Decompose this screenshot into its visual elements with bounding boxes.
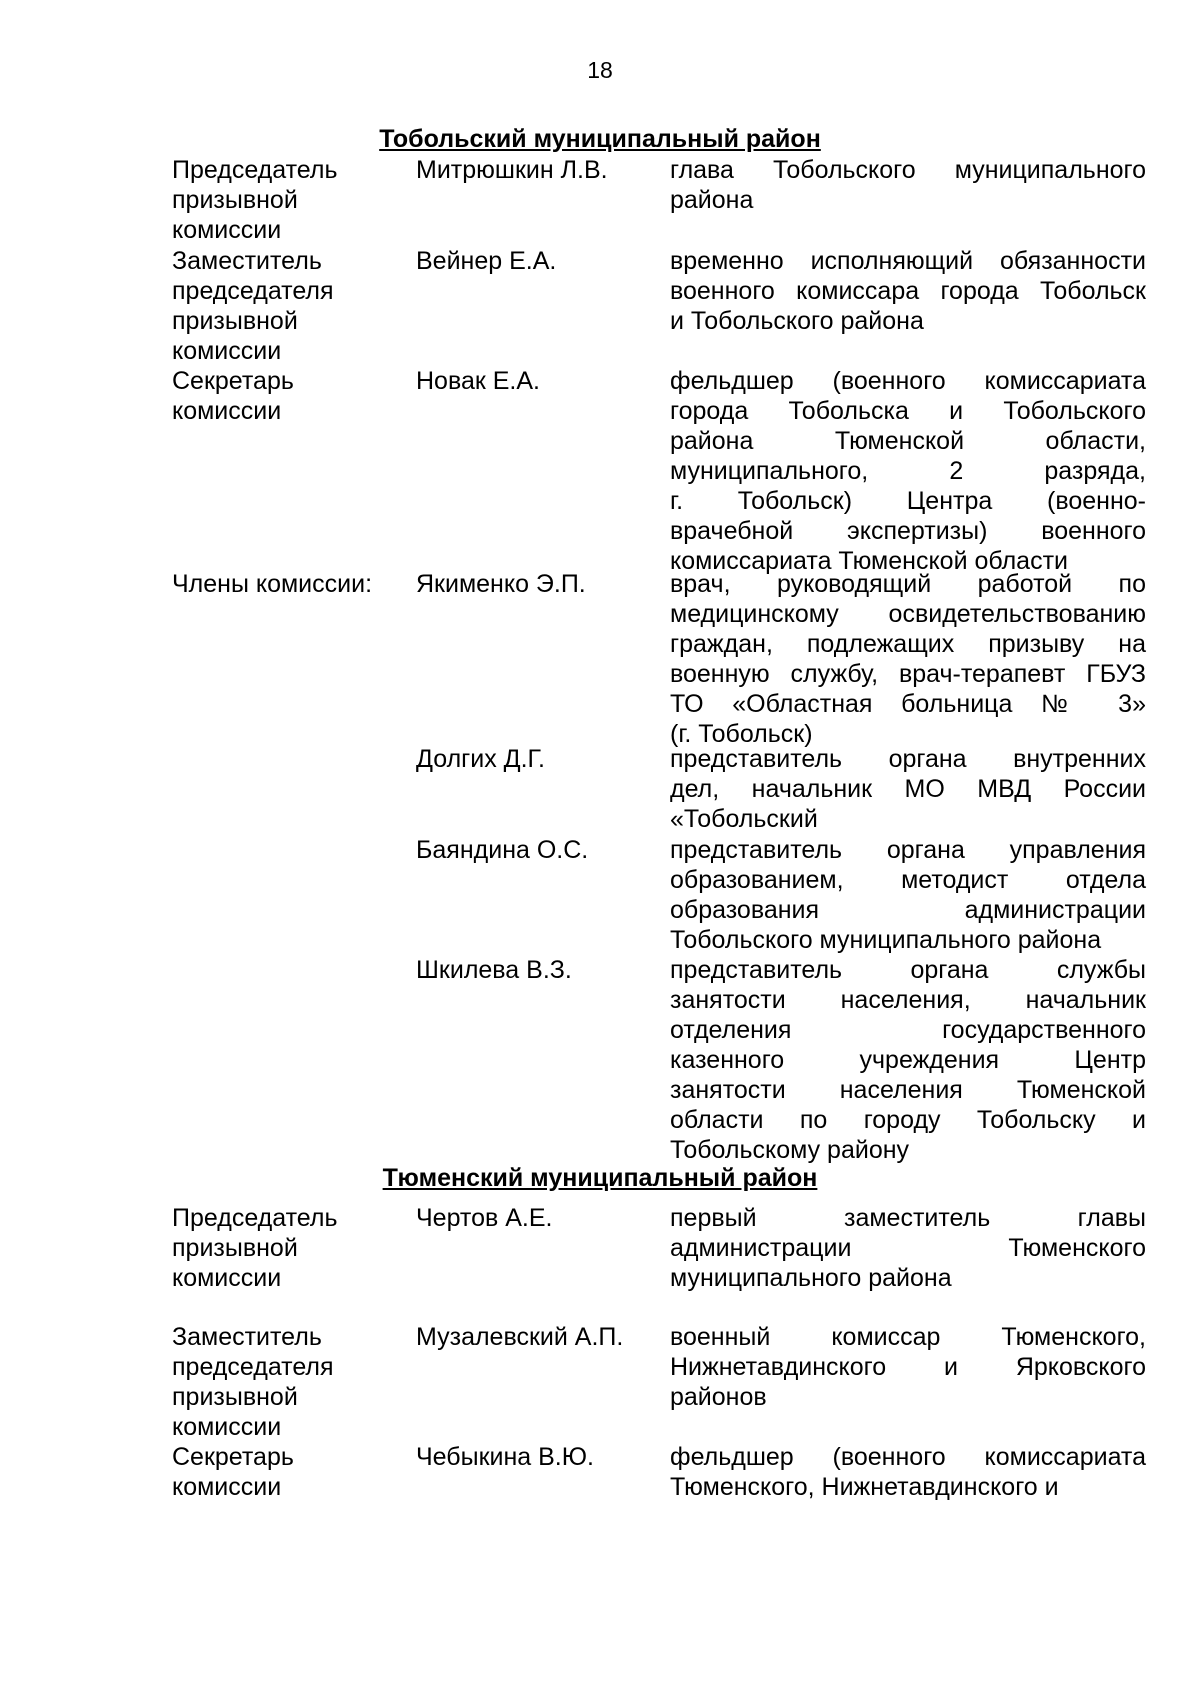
description-line: врач, руководящий работой по	[670, 570, 1146, 598]
description-line: области по городу Тобольску и	[670, 1106, 1146, 1134]
member-description	[670, 246, 1146, 336]
member-description	[670, 569, 1146, 749]
description-line: граждан, подлежащих призыву на	[670, 630, 1146, 658]
member-name: Музалевский А.П.	[416, 1323, 624, 1351]
member-description	[670, 155, 1146, 215]
description-line: занятости населения, начальник	[670, 986, 1146, 1014]
member-role: Секретарь комиссии	[172, 1443, 294, 1501]
description-line: занятости населения Тюменской	[670, 1076, 1146, 1104]
description-line: образованием, методист отдела	[670, 866, 1146, 894]
description-line: представитель органа службы	[670, 956, 1146, 984]
member-name: Долгих Д.Г.	[416, 745, 545, 773]
member-name: Новак Е.А.	[416, 367, 540, 395]
member-role: Заместитель председателя призывной комиссии	[172, 247, 334, 365]
description-line: района	[670, 186, 754, 214]
description-line: военного комиссара города Тобольск	[670, 277, 1146, 305]
description-line: казенного учреждения Центр	[670, 1046, 1146, 1074]
page-number: 18	[587, 57, 613, 83]
description-line: комиссариата Тюменской области	[670, 547, 1068, 575]
section-title-tobolsk: Тобольский муниципальный район	[379, 125, 821, 153]
member-name: Митрюшкин Л.В.	[416, 156, 608, 184]
member-role: Члены комиссии:	[172, 570, 373, 598]
description-line: дел, начальник МО МВД России	[670, 775, 1146, 803]
member-description	[670, 1203, 1146, 1293]
description-line: образования администрации	[670, 896, 1146, 924]
member-name: Якименко Э.П.	[416, 570, 586, 598]
member-name: Шкилева В.З.	[416, 956, 572, 984]
member-role: Секретарь комиссии	[172, 367, 294, 425]
member-name: Чебыкина В.Ю.	[416, 1443, 594, 1471]
description-line: врачебной экспертизы) военного	[670, 517, 1146, 545]
description-line: фельдшер (военного комиссариата	[670, 1443, 1146, 1471]
description-line: Нижнетавдинского и Ярковского	[670, 1353, 1146, 1381]
description-line: представитель органа внутренних	[670, 745, 1146, 773]
description-line: ТО «Областная больница № 3»	[670, 690, 1146, 718]
description-line: администрации Тюменского	[670, 1234, 1146, 1262]
member-name: Чертов А.Е.	[416, 1204, 553, 1232]
member-description	[670, 955, 1146, 1165]
description-line: первый заместитель главы	[670, 1204, 1146, 1232]
member-description	[670, 1322, 1146, 1412]
member-description	[670, 1442, 1146, 1502]
description-line: глава Тобольского муниципального	[670, 156, 1146, 184]
member-role: Председатель призывной комиссии	[172, 156, 338, 244]
description-line: муниципального, 2 разряда,	[670, 457, 1146, 485]
description-line: и Тобольского района	[670, 307, 924, 335]
description-line: муниципального района	[670, 1264, 952, 1292]
description-line: г. Тобольск) Центра (военно-	[670, 487, 1146, 515]
member-description	[670, 744, 1146, 834]
description-line: военную службу, врач-терапевт ГБУЗ	[670, 660, 1146, 688]
description-line: «Тобольский	[670, 805, 818, 833]
member-description	[670, 835, 1146, 955]
description-line: (г. Тобольск)	[670, 720, 813, 748]
description-line: военный комиссар Тюменского,	[670, 1323, 1146, 1351]
description-line: Тобольскому району	[670, 1136, 910, 1164]
description-line: районов	[670, 1383, 767, 1411]
description-line: Тюменского, Нижнетавдинского и	[670, 1473, 1059, 1501]
member-name: Баяндина О.С.	[416, 836, 589, 864]
section-title-tyumen: Тюменский муниципальный район	[382, 1164, 818, 1192]
member-name: Вейнер Е.А.	[416, 247, 557, 275]
description-line: отделения государственного	[670, 1016, 1146, 1044]
member-description	[670, 366, 1146, 576]
description-line: медицинскому освидетельствованию	[670, 600, 1146, 628]
description-line: города Тобольска и Тобольского	[670, 397, 1146, 425]
description-line: Тобольского муниципального района	[670, 926, 1102, 954]
member-role: Заместитель председателя призывной комиссии	[172, 1323, 334, 1441]
description-line: временно исполняющий обязанности	[670, 247, 1146, 275]
member-role: Председатель призывной комиссии	[172, 1204, 338, 1292]
description-line: района Тюменской области,	[670, 427, 1146, 455]
description-line: фельдшер (военного комиссариата	[670, 367, 1146, 395]
description-line: представитель органа управления	[670, 836, 1146, 864]
